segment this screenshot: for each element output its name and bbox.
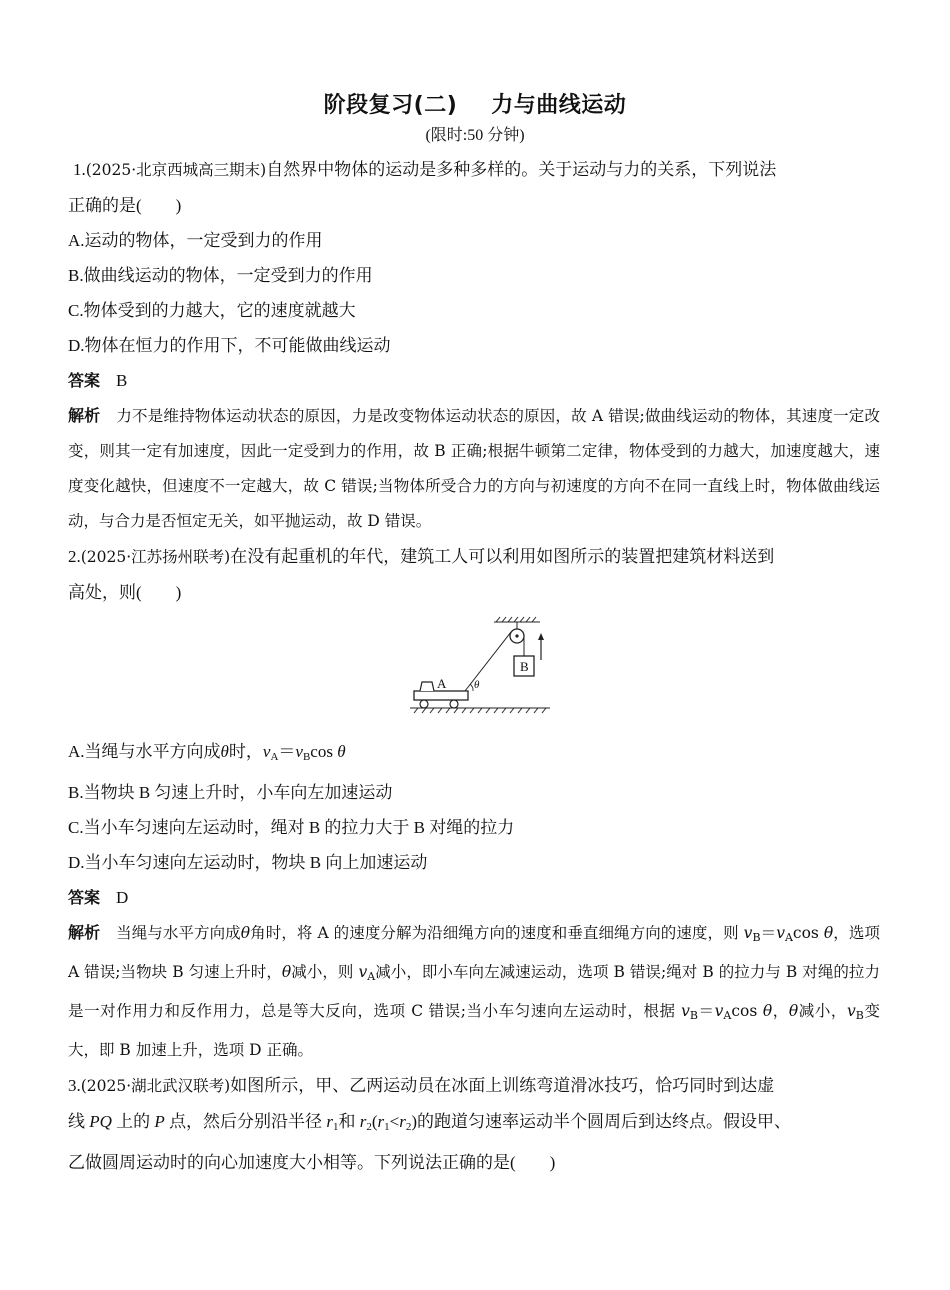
equals-sign: ＝ xyxy=(760,924,777,942)
q2-expl-text: 角时，将 A 的速度分解为沿细绳方向的速度和垂直细绳方向的速度，则 xyxy=(250,924,744,942)
explanation-label: 解析 xyxy=(68,923,101,942)
answer-label: 答案 xyxy=(68,371,101,390)
q2-expl-text: 减小，则 xyxy=(291,963,359,981)
q3-text: 和 xyxy=(338,1112,360,1131)
q2-stem-line-2: 高处，则( ) xyxy=(68,583,182,602)
v-symbol: v xyxy=(776,924,785,942)
cart-wheel-icon xyxy=(420,700,428,708)
less-than-sign: < xyxy=(389,1112,400,1131)
v-symbol: v xyxy=(714,1002,724,1020)
v-symbol: v xyxy=(295,742,303,761)
q1-option-a: A.运动的物体，一定受到力的作用 xyxy=(68,231,323,250)
q2-option-d: D.当小车匀速向左运动时，物块 B 向上加速运动 xyxy=(68,853,428,872)
q3-text: 点，然后分别沿半径 xyxy=(164,1112,327,1131)
equals-sign: ＝ xyxy=(278,742,296,761)
r-symbol: r xyxy=(359,1112,367,1131)
r-symbol: r xyxy=(377,1112,385,1131)
q1-explanation-text: 力不是维持物体运动状态的原因，力是改变物体运动状态的原因，故 A 错误;做曲线运动的物体，其速度一定改变，则其一定有加速度，因此一定受到力的作用，故 B 正确;根据牛顿第二定律，物体受到的力越大，加速度越大，速度变化越快，但速度不一定越大，故 C 错误;当物体所受合力的方向与初速度的方向不在同一直线上时，物体做曲线运动，与合力是否恒定无关，如平抛运动，故 D 错误。 xyxy=(68,407,880,530)
q3-number: 3. xyxy=(68,1076,81,1095)
q1-answer-value: B xyxy=(116,371,128,390)
time-limit: (限时:50 分钟) xyxy=(425,127,525,144)
q3-source: (2025·湖北武汉联考) xyxy=(80,1077,231,1095)
q3-stem-line-1 xyxy=(68,1068,880,1104)
q3-text: 线 xyxy=(68,1112,90,1131)
v-symbol: v xyxy=(847,1002,856,1020)
theta-symbol: θ xyxy=(788,1002,799,1020)
q1-explanation xyxy=(68,398,880,539)
q1-answer xyxy=(68,363,880,398)
q2-expl-text: 变大，即 B 加速上升，选项 D 正确。 xyxy=(68,1002,880,1059)
rope-slanted xyxy=(465,632,511,691)
q2-expl-text: ，选项 A 错误;当物块 B 匀速上升时， xyxy=(68,924,880,981)
cos-text: cos xyxy=(731,1002,763,1020)
q2-stem-line-1 xyxy=(68,539,880,575)
q2-option-a-mid: 时， xyxy=(228,742,263,761)
r-symbol: r xyxy=(326,1112,333,1131)
cart-wheel-icon xyxy=(450,700,458,708)
subscript-a: A xyxy=(723,1009,732,1022)
q1-option-d: D.物体在恒力的作用下，不可能做曲线运动 xyxy=(68,336,391,355)
theta-symbol: θ xyxy=(823,924,834,942)
q2-option-b: B.当物块 B 匀速上升时，小车向左加速运动 xyxy=(68,783,393,802)
cos-text: cos xyxy=(310,742,338,761)
pulley-cart-diagram xyxy=(410,616,620,728)
q2-source: (2025·江苏扬州联考) xyxy=(80,548,231,566)
q1-source: (2025·北京西城高三期末) xyxy=(85,161,267,179)
q2-answer xyxy=(68,880,880,915)
subscript-1: 1 xyxy=(384,1121,390,1133)
theta-symbol: θ xyxy=(240,924,251,942)
q3-text: 的跑道匀速率运动半个圆周后到达终点。假设甲、 xyxy=(417,1112,791,1131)
q3-text: 上的 xyxy=(111,1112,155,1131)
subscript-1: 1 xyxy=(332,1121,339,1133)
q2-number: 2. xyxy=(68,547,81,566)
subscript-2: 2 xyxy=(405,1121,412,1133)
up-arrow-head xyxy=(538,633,544,640)
subscript-2: 2 xyxy=(366,1121,372,1133)
subscript-b: B xyxy=(302,751,311,763)
point-p-symbol: P xyxy=(154,1112,165,1131)
q1-stem-text: 自然界中物体的运动是多种多样的。关于运动与力的关系，下列说法 xyxy=(266,160,777,179)
q3-stem-text: 如图所示，甲、乙两运动员在冰面上训练弯道滑冰技巧，恰巧同时到达虚 xyxy=(230,1076,775,1095)
v-symbol: v xyxy=(743,924,753,942)
q1-option-c: C.物体受到的力越大，它的速度就越大 xyxy=(68,301,356,320)
question-3 xyxy=(68,1068,880,1180)
q2-stem-text: 在没有起重机的年代，建筑工人可以利用如图所示的装置把建筑材料送到 xyxy=(230,547,775,566)
q2-explanation: 解析 当绳与水平方向成θ角时，将 A 的速度分解为沿细绳方向的速度和垂直细绳方向的速度，则 $v_B=v_A\cos$ θ，选项 A 错误;当物块 B 匀速上升时，θ减小，则 $v_A$减小，即小车向左减速运动，选项 B 错误;绳对 B 的拉力与 B 对绳的拉力是一对作用力和反作用力，总是等大反向，选项 C 错误;当小车匀速向左运动时，根据 $v_B=v_A\cos$ θ，θ减小，$v_B$变大，即 B 加速上升，选项 D 正确。 xyxy=(68,923,880,1059)
answer-label: 答案 xyxy=(68,888,101,907)
subscript-a: A xyxy=(270,751,279,763)
q2-option-c: C.当小车匀速向左运动时，绳对 B 的拉力大于 B 对绳的拉力 xyxy=(68,818,515,837)
theta-arc xyxy=(470,684,473,691)
title-topic: 力与曲线运动 xyxy=(491,93,627,118)
theta-symbol: θ xyxy=(762,1002,773,1020)
q2-expl-text: 减小， xyxy=(798,1002,848,1020)
q1-number: 1. xyxy=(73,160,86,179)
cart-a-cab xyxy=(420,682,434,691)
q1-option-b: B.做曲线运动的物体，一定受到力的作用 xyxy=(68,266,373,285)
q2-expl-text: 当绳与水平方向成 xyxy=(116,924,241,942)
r-symbol: r xyxy=(399,1112,406,1131)
question-1 xyxy=(68,152,880,539)
title-main: 阶段复习(二) xyxy=(323,93,458,118)
cart-a-label: A xyxy=(437,676,447,691)
subscript-b: B xyxy=(689,1009,698,1022)
subscript-b: B xyxy=(855,1009,864,1022)
questions xyxy=(68,152,880,1180)
page-title xyxy=(0,88,950,119)
pulley-axle xyxy=(515,634,518,637)
q2-expl-text: 减小，即小车向左减速运动，选项 B 错误;绳对 B 的拉力与 B 对绳的拉力是一对作用力和反作用力，总是等大反向，选项 C 错误;当小车匀速向左运动时，根据 xyxy=(68,963,880,1020)
theta-symbol: θ xyxy=(337,742,346,761)
block-b-label: B xyxy=(520,659,529,674)
cart-a-body xyxy=(414,691,468,700)
line-pq-symbol: PQ xyxy=(89,1112,112,1131)
subscript-b: B xyxy=(752,931,761,944)
subscript-a: A xyxy=(784,931,793,944)
cos-text: cos xyxy=(792,924,824,942)
q1-stem-line-1 xyxy=(68,152,880,188)
ground-hatch xyxy=(410,708,550,713)
q2-figure xyxy=(68,610,880,734)
explanation-label: 解析 xyxy=(68,406,101,425)
equals-sign: ＝ xyxy=(697,1002,715,1020)
ceiling-hatch xyxy=(494,617,540,622)
q3-stem-line-2: 线 PQ 上的 P 点，然后分别沿半径 $r_1$和 $r_2(r_1<r_2)$的跑道匀速率运动半个圆周后到达终点。假设甲、 xyxy=(68,1112,791,1133)
subscript-a: A xyxy=(367,970,376,983)
q2-option-a xyxy=(68,734,880,775)
theta-symbol: θ xyxy=(281,963,292,981)
q2-option-a-text: A.当绳与水平方向成 xyxy=(68,742,221,761)
q2-answer-value: D xyxy=(116,888,129,907)
theta-symbol: θ xyxy=(220,742,229,761)
v-symbol: v xyxy=(681,1002,690,1020)
v-symbol: v xyxy=(358,963,368,981)
v-symbol: v xyxy=(262,742,271,761)
question-2 xyxy=(68,539,880,1068)
q1-stem-line-2: 正确的是( ) xyxy=(68,196,182,215)
q3-stem-line-3: 乙做圆周运动时的向心加速度大小相等。下列说法正确的是( ) xyxy=(68,1153,556,1172)
theta-label: θ xyxy=(474,679,480,691)
